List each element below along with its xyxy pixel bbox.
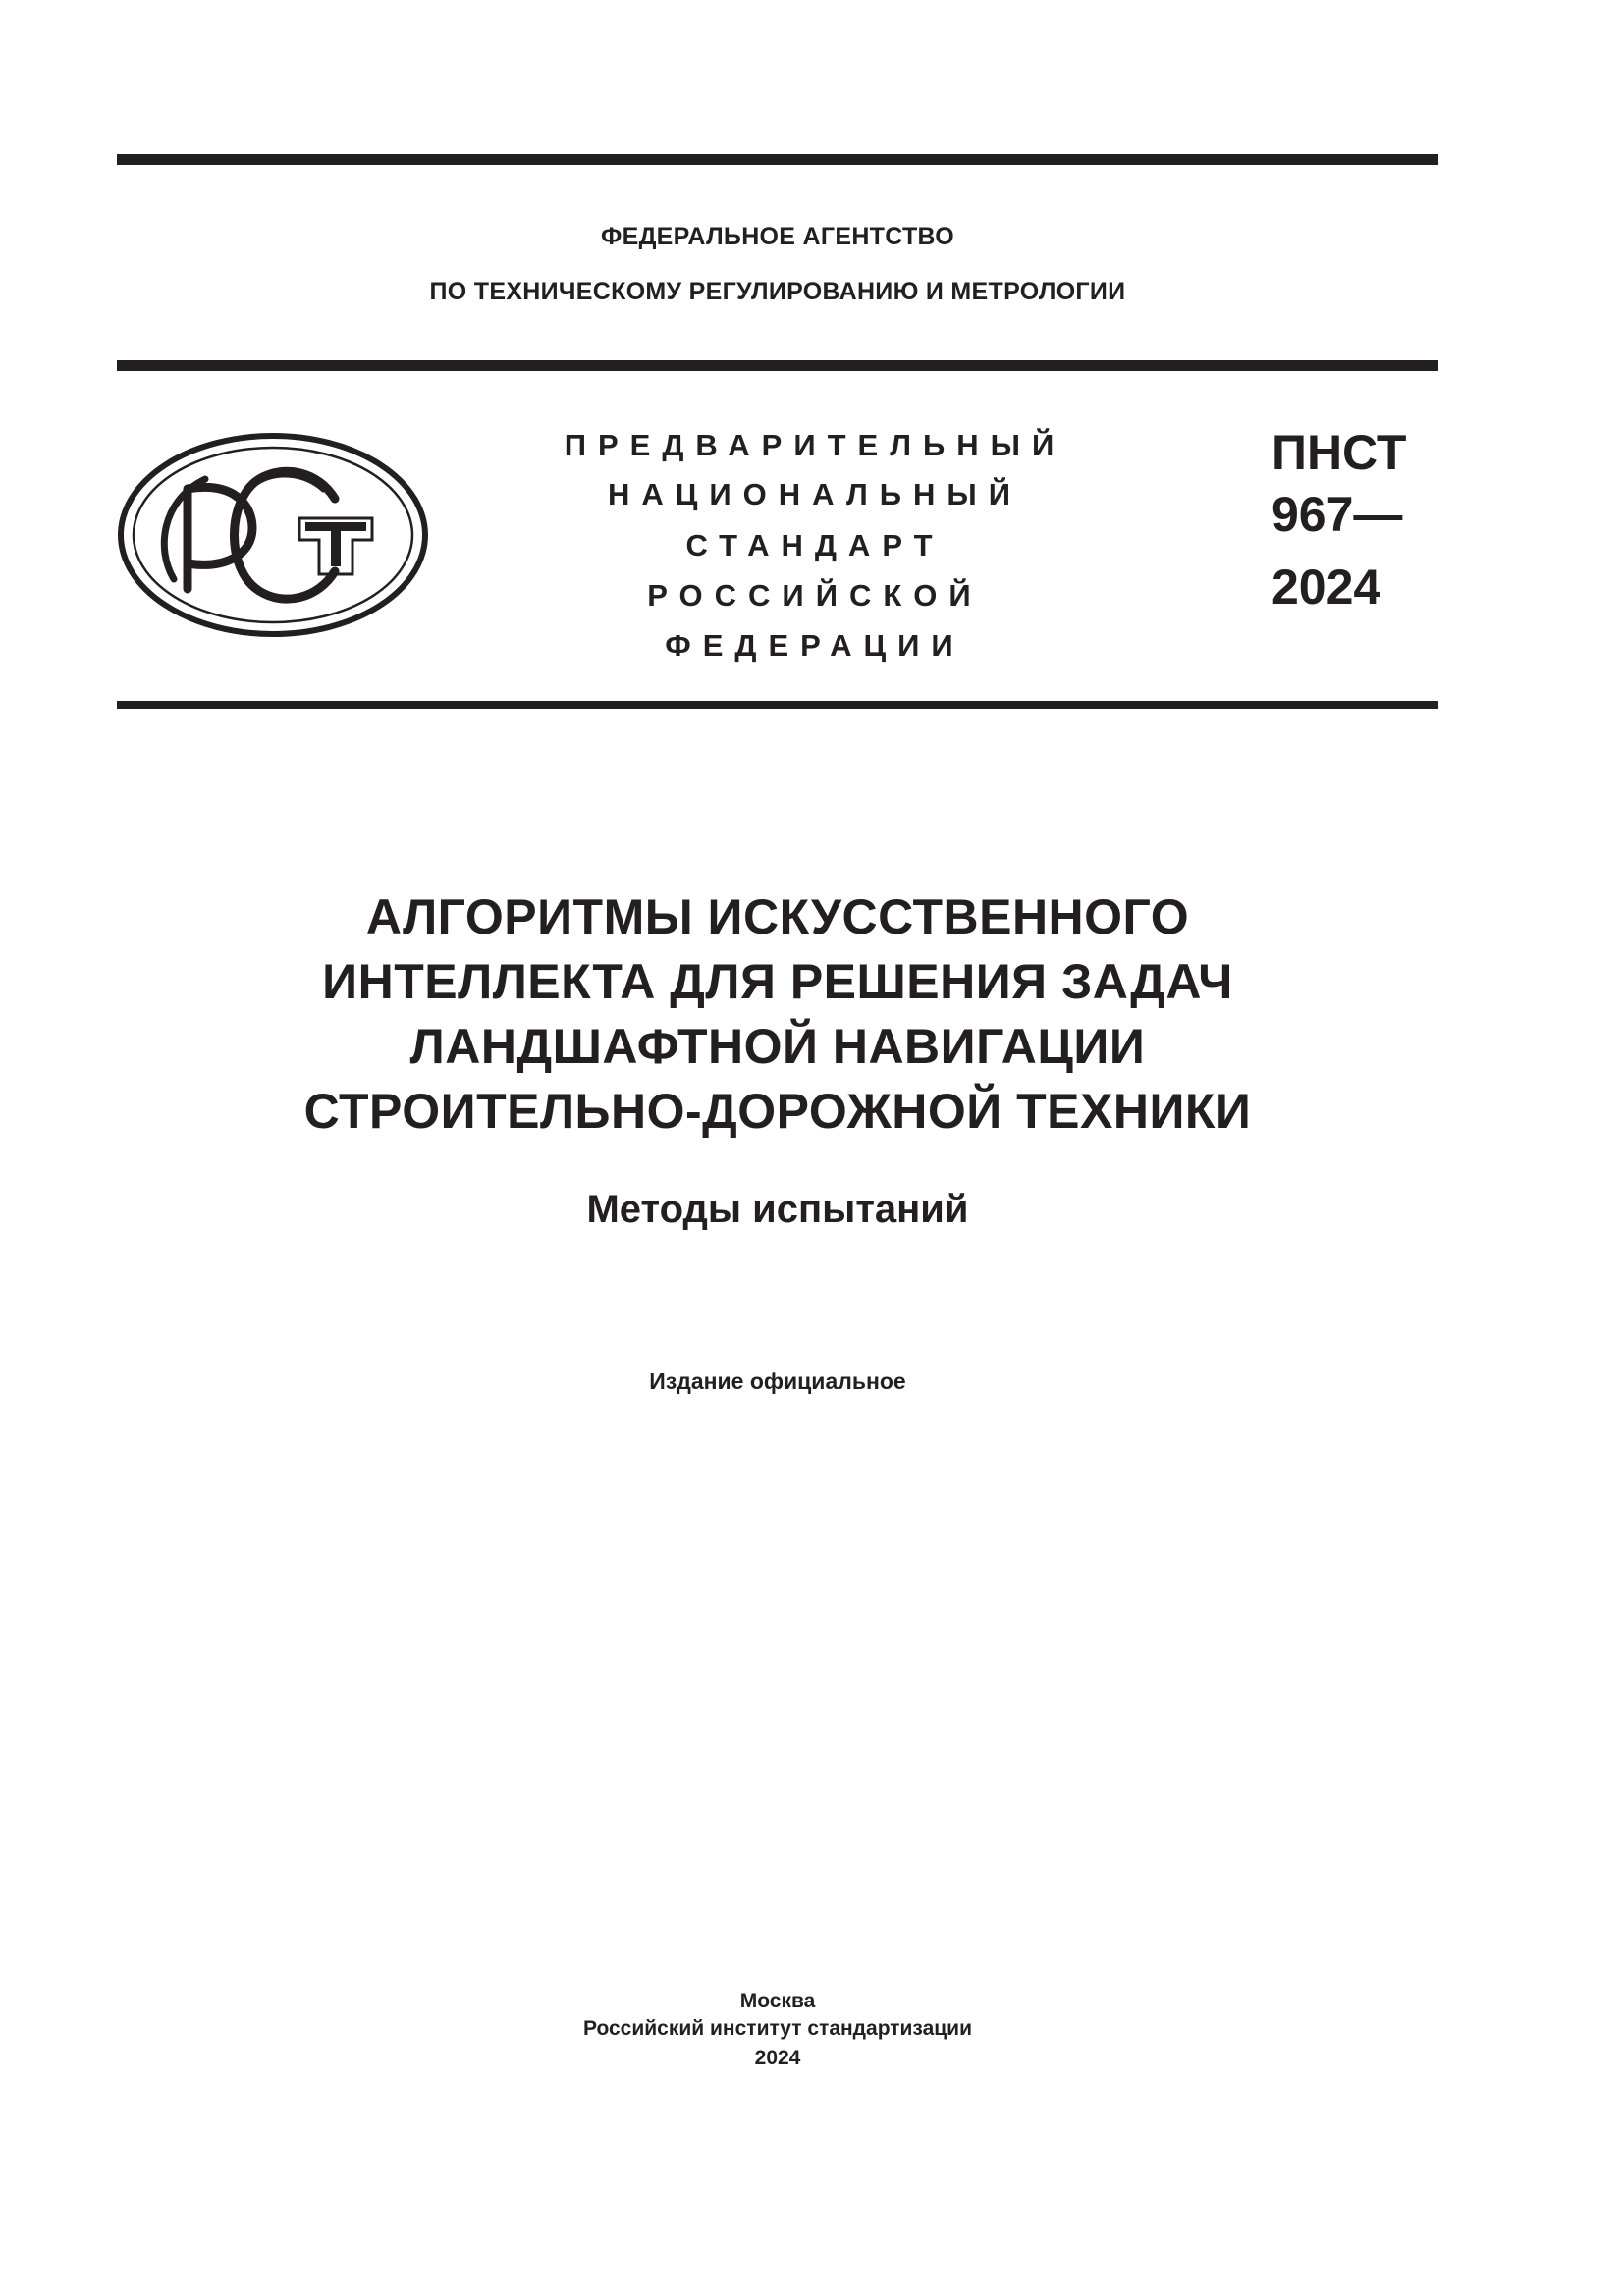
rst-gost-logo-icon: [117, 432, 429, 638]
document-title-line: АЛГОРИТМЫ ИСКУССТВЕННОГО: [365, 889, 1190, 944]
bottom-rule: [117, 701, 1438, 709]
document-subtitle: Методы испытаний: [586, 1188, 969, 1231]
document-title-line: СТРОИТЕЛЬНО-ДОРОЖНОЙ ТЕХНИКИ: [303, 1084, 1252, 1139]
imprint-city: Москва: [739, 1990, 816, 2012]
standard-type-line: ПРЕДВАРИТЕЛЬНЫЙ: [564, 428, 1066, 462]
agency-line-1: ФЕДЕРАЛЬНОЕ АГЕНТСТВО: [600, 223, 955, 250]
standard-code-prefix: ПНСТ: [1272, 425, 1407, 480]
agency-line-2: ПО ТЕХНИЧЕСКОМУ РЕГУЛИРОВАНИЮ И МЕТРОЛОГИИ: [429, 278, 1126, 305]
standard-type-line: РОССИЙСКОЙ: [647, 578, 983, 613]
imprint-year: 2024: [754, 2047, 801, 2069]
middle-rule: [117, 360, 1438, 371]
edition-note: Издание официальное: [649, 1368, 906, 1394]
document-title-line: ЛАНДШАФТНОЙ НАВИГАЦИИ: [409, 1019, 1146, 1074]
top-rule: [117, 154, 1438, 165]
standard-type-line: ФЕДЕРАЦИИ: [665, 628, 965, 663]
document-title-line: ИНТЕЛЛЕКТА ДЛЯ РЕШЕНИЯ ЗАДАЧ: [322, 954, 1233, 1009]
standard-code-number: 967—: [1272, 487, 1403, 542]
standard-code-year: 2024: [1272, 560, 1381, 614]
standard-type-line: СТАНДАРТ: [685, 528, 945, 562]
standard-type-line: НАЦИОНАЛЬНЫЙ: [607, 477, 1023, 511]
imprint-publisher: Российский институт стандартизации: [582, 2017, 973, 2040]
